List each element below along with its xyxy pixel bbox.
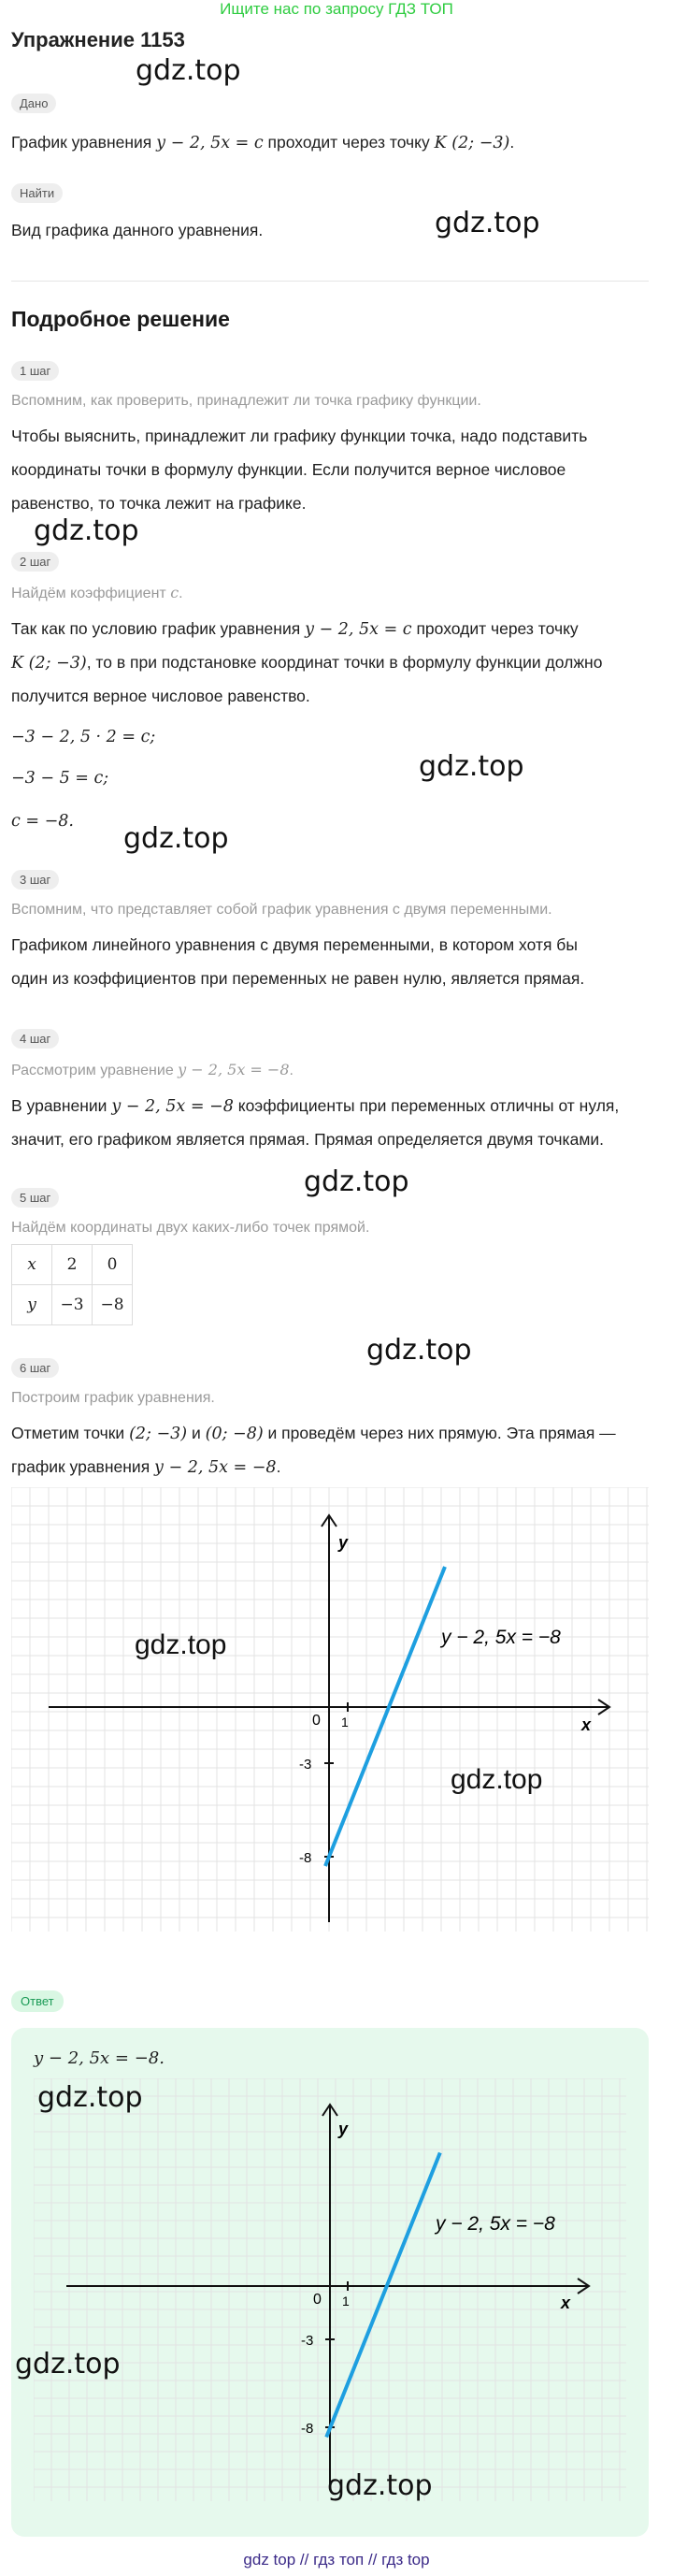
step-4-hint: Рассмотрим уравнение y − 2, 5x = −8. [11, 1061, 294, 1078]
line-label: y − 2, 5x = −8 [436, 2213, 555, 2235]
watermark: gdz.top [419, 750, 524, 783]
table-cell: x [12, 1245, 52, 1285]
step-4-line: В уравнении y − 2, 5x = −8 коэффициенты при переменных отличны от нуля, [11, 1096, 620, 1116]
y-axis-label: y [338, 1533, 349, 1552]
y-axis-label: y [338, 2120, 349, 2138]
tick-label-x: 1 [342, 2294, 350, 2308]
watermark: gdz.top [37, 2081, 143, 2114]
given-equation: y − 2, 5x = c [156, 134, 264, 152]
x-axis-label: x [561, 2294, 571, 2312]
table-row [12, 1285, 133, 1325]
watermark: gdz.top [304, 1165, 409, 1198]
step-5-label: 5 шаг [11, 1188, 59, 1208]
given-label: Дано [11, 94, 56, 113]
step-4-line: значит, его графиком является прямая. Прямая определяется двумя точками. [11, 1130, 604, 1149]
tick-label-y: -3 [301, 2333, 314, 2349]
step-2-line: Так как по условию график уравнения y − 2, 5x = c проходит через точку [11, 619, 579, 639]
step-6-hint: Построим график уравнения. [11, 1390, 215, 1406]
divider [11, 281, 649, 282]
calc-line: −3 − 2, 5 · 2 = c; [11, 728, 156, 746]
step-1-label: 1 шаг [11, 361, 59, 381]
tick-label-y: -8 [299, 1850, 312, 1866]
find-label: Найти [11, 183, 63, 203]
watermark: gdz.top [327, 2469, 433, 2502]
given-text: График уравнения y − 2, 5x = c проходит через точку K (2; −3). [11, 133, 515, 152]
step-6-line: Отметим точки (2; −3) и (0; −8) и проведём через них прямую. Эта прямая — [11, 1424, 616, 1443]
given-point: K (2; −3) [434, 134, 510, 152]
find-text: Вид графика данного уравнения. [11, 221, 264, 239]
graph-answer [34, 2078, 626, 2501]
step-2-line: получится верное числовое равенство. [11, 687, 310, 705]
exercise-title: Упражнение 1153 [11, 28, 185, 51]
top-banner[interactable]: Ищите нас по запросу ГДЗ ТОП [220, 0, 453, 18]
watermark: gdz.top [366, 1334, 472, 1367]
graph-step-6 [11, 1487, 649, 1932]
step-4-label: 4 шаг [11, 1029, 59, 1049]
step-6-line: график уравнения y − 2, 5x = −8. [11, 1457, 281, 1477]
footer-links[interactable]: gdz top // гдз топ // гдз top [243, 2551, 430, 2569]
step-1-hint: Вспомним, как проверить, принадлежит ли точка графику функции. [11, 393, 481, 409]
watermark: gdz.top [136, 54, 241, 87]
origin-label: 0 [313, 2292, 322, 2308]
calc-line: c = −8. [11, 812, 74, 831]
watermark: gdz.top [34, 514, 139, 547]
table-cell: −8 [93, 1285, 133, 1325]
answer-equation: y − 2, 5x = −8. [34, 2048, 165, 2068]
watermark: gdz.top [435, 207, 540, 239]
watermark: gdz.top [15, 2348, 121, 2381]
step-2-hint: Найдём коэффициент c. [11, 584, 183, 601]
step-3-hint: Вспомним, что представляет собой график уравнения с двумя переменными. [11, 902, 552, 918]
values-table [11, 1244, 133, 1325]
step-2-line: K (2; −3), то в при подстановке координат точки в формулу функции должно [11, 653, 603, 673]
step-2-label: 2 шаг [11, 552, 59, 572]
step-6-label: 6 шаг [11, 1358, 59, 1378]
answer-label: Ответ [11, 1990, 64, 2012]
table-cell: −3 [52, 1285, 93, 1325]
table-cell: 2 [52, 1245, 93, 1285]
step-1-line: координаты точки в формулу функции. Если получится верное числовое [11, 460, 566, 479]
step-1-line: Чтобы выяснить, принадлежит ли графику функции точка, надо подставить [11, 427, 588, 445]
tick-label-y: -8 [301, 2421, 314, 2437]
tick-label-x: 1 [341, 1715, 349, 1729]
calc-line: −3 − 5 = c; [11, 769, 109, 788]
step-3-line: один из коэффициентов при переменных не равен нулю, является прямая. [11, 969, 585, 988]
step-3-line: Графиком линейного уравнения с двумя переменными, в котором хотя бы [11, 935, 578, 954]
table-cell: y [12, 1285, 52, 1325]
watermark: gdz.top [123, 822, 229, 855]
x-axis-label: x [581, 1715, 592, 1734]
step-5-hint: Найдём координаты двух каких-либо точек прямой. [11, 1220, 370, 1236]
solution-title: Подробное решение [11, 307, 230, 331]
tick-label-y: -3 [299, 1757, 312, 1773]
origin-label: 0 [312, 1713, 321, 1729]
step-3-label: 3 шаг [11, 870, 59, 890]
watermark: gdz.top [135, 1629, 227, 1660]
table-cell: 0 [93, 1245, 133, 1285]
line-label: y − 2, 5x = −8 [441, 1627, 561, 1648]
step-1-line: равенство, то точка лежит на графике. [11, 494, 307, 513]
table-row [12, 1245, 133, 1285]
watermark: gdz.top [451, 1764, 543, 1795]
